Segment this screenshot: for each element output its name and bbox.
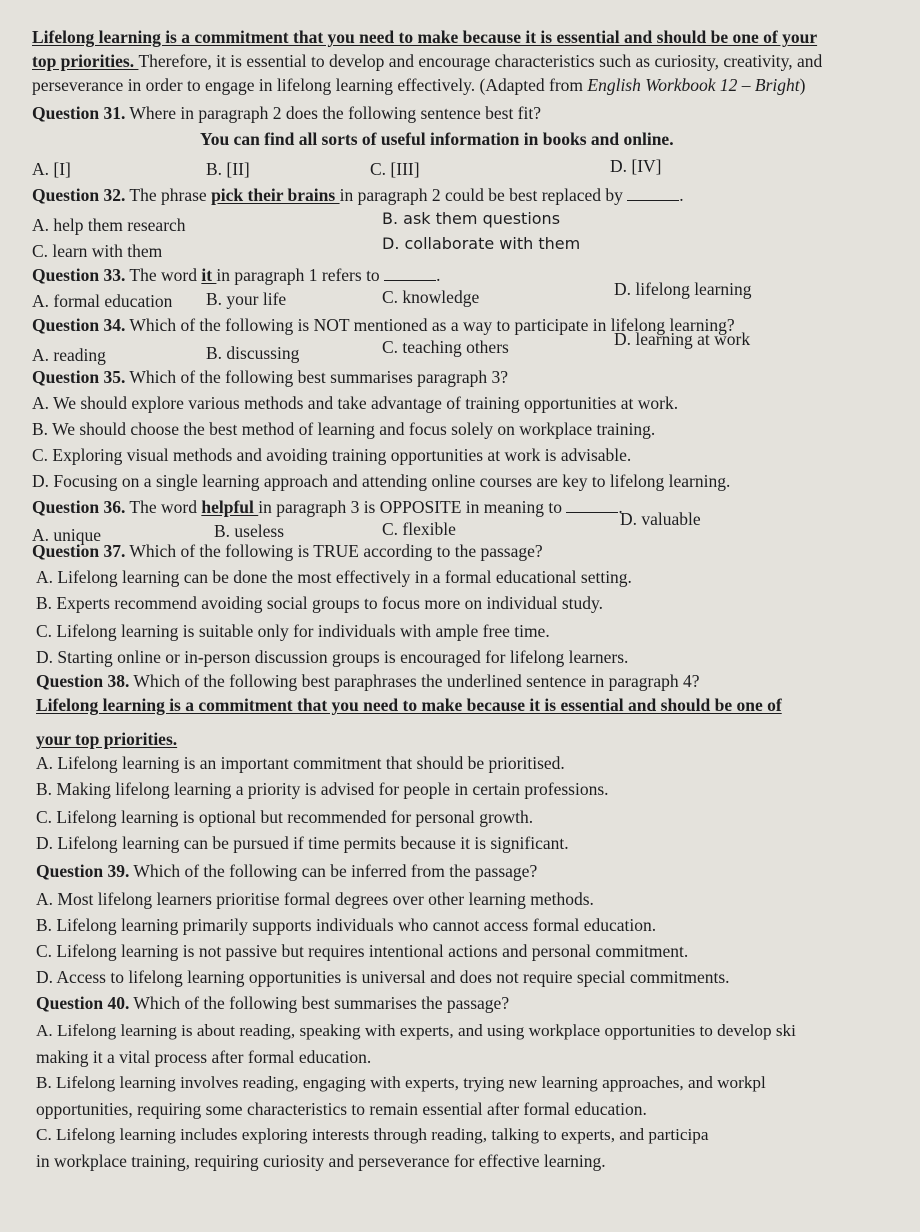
question-39: [36, 860, 537, 882]
q36-option-a[interactable]: A. unique: [32, 525, 102, 545]
question-32-phrase: pick their brains: [211, 185, 340, 205]
question-33-pre: The word: [125, 265, 202, 285]
question-31-label: Question 31.: [32, 103, 126, 123]
q38-option-d[interactable]: D. Lifelong learning can be pursued if time permits because it is significant.: [36, 833, 569, 853]
question-37-label: Question 37.: [32, 541, 126, 561]
answer-blank[interactable]: [627, 186, 679, 201]
q36-option-b[interactable]: B. useless: [214, 521, 284, 541]
question-34-label: Question 34.: [32, 315, 126, 335]
q39-option-c[interactable]: C. Lifelong learning is not passive but requires intentional actions and personal commitment.: [36, 941, 689, 961]
q35-option-c[interactable]: C. Exploring visual methods and avoiding training opportunities at work is advisable.: [32, 445, 632, 465]
question-40-label: Question 40.: [36, 993, 130, 1013]
question-31-text: Where in paragraph 2 does the following sentence best fit?: [125, 103, 542, 123]
q32-option-c[interactable]: C. learn with them: [32, 241, 163, 261]
q36-option-d[interactable]: D. valuable: [620, 509, 701, 529]
q31-option-a[interactable]: A. [I]: [32, 159, 71, 179]
question-36-post: in paragraph 3 is OPPOSITE in meaning to: [258, 497, 567, 517]
q34-option-a[interactable]: A. reading: [32, 345, 106, 365]
q33-option-d[interactable]: D. lifelong learning: [614, 279, 752, 299]
intro-line3-text: perseverance in order to engage in lifelong learning effectively. (Adapted from: [32, 75, 588, 95]
question-36-pre: The word: [125, 497, 202, 517]
question-36-label: Question 36.: [32, 497, 126, 517]
question-37-text: Which of the following is TRUE according to the passage?: [125, 541, 543, 561]
question-35-text: Which of the following best summarises paragraph 3?: [125, 367, 508, 387]
q35-option-d[interactable]: D. Focusing on a single learning approach and attending online courses are key to lifelong learning.: [32, 471, 731, 491]
question-33-word: it: [201, 265, 217, 285]
q40-option-b-line1[interactable]: B. Lifelong learning involves reading, engaging with experts, trying new learning approaches, and workpl: [36, 1073, 766, 1092]
q35-option-b[interactable]: B. We should choose the best method of learning and focus solely on workplace training.: [32, 419, 656, 439]
q34-option-d[interactable]: D. learning at work: [614, 329, 751, 349]
question-38-quote-line2: your top priorities.: [36, 729, 178, 749]
question-32-pre: The phrase: [125, 185, 212, 205]
q32-option-b[interactable]: B. ask them questions: [382, 209, 561, 228]
q39-option-b[interactable]: B. Lifelong learning primarily supports individuals who cannot access formal education.: [36, 915, 657, 935]
q33-option-b[interactable]: B. your life: [206, 289, 287, 309]
q37-option-a[interactable]: A. Lifelong learning can be done the most effectively in a formal educational setting.: [36, 567, 632, 587]
question-31-quote: You can find all sorts of useful information in books and online.: [200, 129, 674, 149]
question-34-text: Which of the following is NOT mentioned as a way to participate in lifelong learning?: [125, 315, 735, 335]
intro-underlined-line1: Lifelong learning is a commitment that you need to make because it is essential and should be one of your: [32, 27, 818, 47]
q38-option-a[interactable]: A. Lifelong learning is an important commitment that should be prioritised.: [36, 753, 565, 773]
q32-option-a[interactable]: A. help them research: [32, 215, 186, 235]
q40-option-c-line2[interactable]: in workplace training, requiring curiosity and perseverance for effective learning.: [36, 1151, 606, 1171]
question-31: [32, 102, 541, 124]
intro-line2: [32, 50, 822, 72]
q40-option-a-line2[interactable]: making it a vital process after formal education.: [36, 1047, 372, 1067]
q38-option-c[interactable]: C. Lifelong learning is optional but recommended for personal growth.: [36, 807, 534, 827]
question-40-text: Which of the following best summarises the passage?: [129, 993, 510, 1013]
question-37: [32, 540, 543, 562]
q40-option-c-line1[interactable]: C. Lifelong learning includes exploring interests through reading, talking to experts, and participa: [36, 1125, 709, 1144]
question-36: [32, 496, 623, 518]
question-32-post: in paragraph 2 could be best replaced by: [339, 185, 628, 205]
question-35-label: Question 35.: [32, 367, 126, 387]
q39-option-d[interactable]: D. Access to lifelong learning opportunities is universal and does not require special commitments.: [36, 967, 730, 987]
question-40: [36, 992, 509, 1014]
question-33-label: Question 33.: [32, 265, 126, 285]
q32-option-d[interactable]: D. collaborate with them: [382, 234, 581, 253]
question-39-label: Question 39.: [36, 861, 130, 881]
q31-option-b[interactable]: B. [II]: [206, 159, 250, 179]
answer-blank[interactable]: [566, 498, 618, 513]
q34-option-b[interactable]: B. discussing: [206, 343, 300, 363]
q33-option-a[interactable]: A. formal education: [32, 291, 173, 311]
question-38-label: Question 38.: [36, 671, 130, 691]
intro-line2-rest: Therefore, it is essential to develop and encourage characteristics such as curiosity, creativity, and: [138, 51, 823, 71]
q31-option-c[interactable]: C. [III]: [370, 159, 420, 179]
question-33-post: in paragraph 1 refers to: [216, 265, 385, 285]
intro-line3: [32, 74, 805, 96]
question-32-label: Question 32.: [32, 185, 126, 205]
q31-option-d[interactable]: D. [IV]: [610, 156, 662, 176]
answer-blank[interactable]: [384, 266, 436, 281]
question-38-quote-line1: Lifelong learning is a commitment that you need to make because it is essential and should be one of: [36, 695, 782, 715]
question-32-end: .: [679, 185, 684, 205]
intro-underlined-line2: top priorities.: [32, 51, 139, 71]
q33-option-c[interactable]: C. knowledge: [382, 287, 480, 307]
question-35: [32, 366, 508, 388]
question-33-end: .: [436, 265, 441, 285]
question-33: [32, 264, 440, 286]
q35-option-a[interactable]: A. We should explore various methods and take advantage of training opportunities at work.: [32, 393, 679, 413]
question-39-text: Which of the following can be inferred from the passage?: [129, 861, 538, 881]
question-38: [36, 670, 700, 692]
question-36-word: helpful: [201, 497, 259, 517]
q37-option-c[interactable]: C. Lifelong learning is suitable only for individuals with ample free time.: [36, 621, 550, 641]
q37-option-b[interactable]: B. Experts recommend avoiding social groups to focus more on individual study.: [36, 593, 604, 613]
intro-source: English Workbook 12 – Bright: [587, 75, 800, 95]
question-38-text: Which of the following best paraphrases the underlined sentence in paragraph 4?: [129, 671, 700, 691]
q40-option-a-line1[interactable]: A. Lifelong learning is about reading, speaking with experts, and using workplace opportunities to develop ski: [36, 1021, 796, 1040]
question-36-end: .: [618, 497, 623, 517]
q34-option-c[interactable]: C. teaching others: [382, 337, 509, 357]
q40-option-b-line2[interactable]: opportunities, requiring some characteristics to remain essential after formal education.: [36, 1099, 647, 1119]
intro-source-close: ): [799, 75, 806, 95]
q36-option-c[interactable]: C. flexible: [382, 519, 456, 539]
q38-option-b[interactable]: B. Making lifelong learning a priority is advised for people in certain professions.: [36, 779, 609, 799]
question-32: [32, 184, 684, 206]
q39-option-a[interactable]: A. Most lifelong learners prioritise formal degrees over other learning methods.: [36, 889, 594, 909]
q37-option-d[interactable]: D. Starting online or in-person discussion groups is encouraged for lifelong learners.: [36, 647, 629, 667]
